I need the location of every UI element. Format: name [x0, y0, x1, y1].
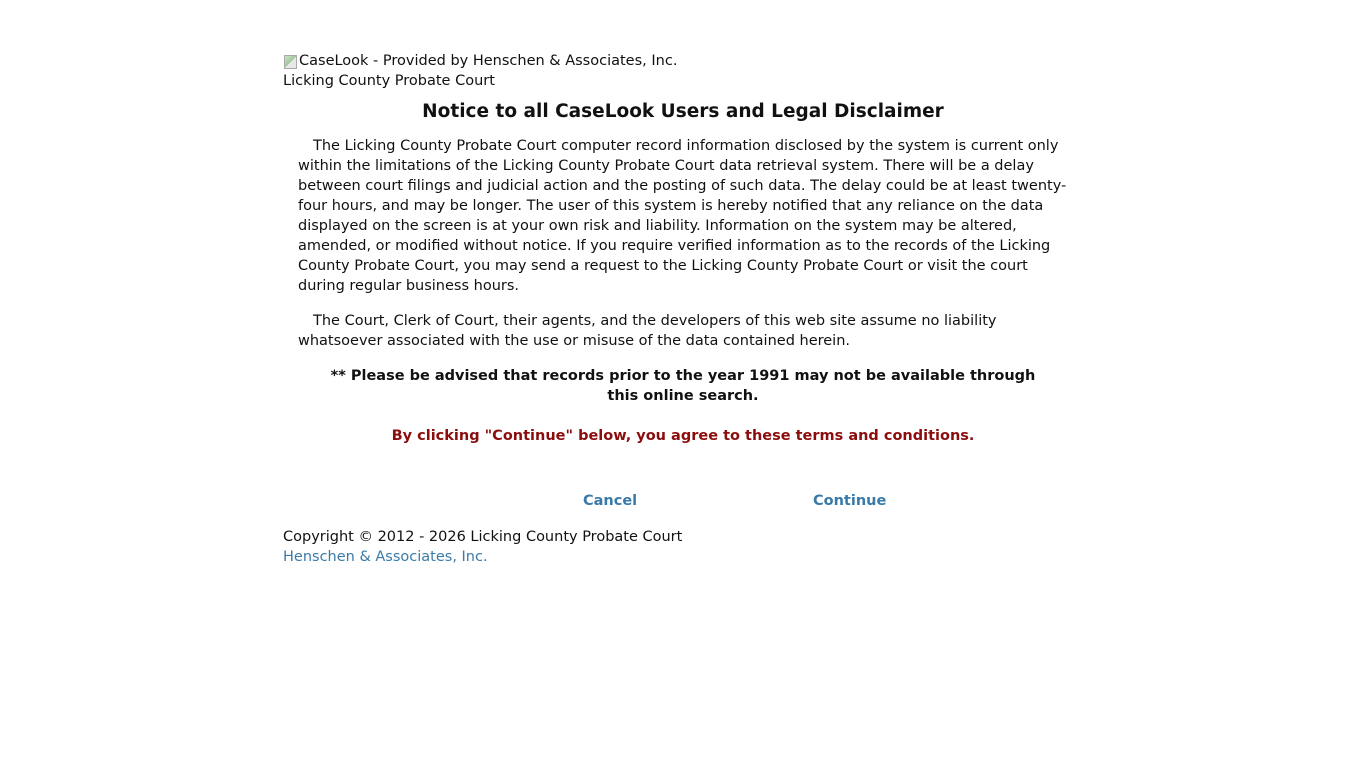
- broken-image-icon: [283, 53, 297, 69]
- cancel-button[interactable]: Cancel: [583, 493, 638, 509]
- terms-agreement-notice: By clicking "Continue" below, you agree to these terms and conditions.: [391, 428, 975, 444]
- page-container: [283, 52, 1083, 565]
- disclaimer-paragraph-1: The Licking County Probate Court computer record information disclosed by the system is current only within the limitations of the Licking County Probate Court data retrieval system. There will be a delay between court filings and judicial action and the posting of such data. The delay could be at least twenty-four hours, and may be longer. The user of this system is hereby notified that any reliance on the data displayed on the screen is at your own risk and liability. Information on the system may be altered, amended, or modified without notice. If you require verified information as to the records of the Licking County Probate Court, you may send a request to the Licking County Probate Court or visit the court during regular business hours.: [298, 138, 1067, 294]
- action-links: [283, 491, 1083, 511]
- caselook-logo: [283, 52, 1083, 70]
- court-name: Licking County Probate Court: [283, 73, 495, 89]
- records-advisory-text: ** Please be advised that records prior to the year 1991 may not be available through this online search.: [330, 368, 1036, 404]
- continue-button[interactable]: Continue: [813, 493, 887, 509]
- records-advisory: [283, 366, 1083, 406]
- disclaimer-body: [298, 136, 1068, 351]
- page-title: Notice to all CaseLook Users and Legal Disclaimer: [422, 101, 944, 122]
- disclaimer-paragraph-2: The Court, Clerk of Court, their agents, and the developers of this web site assume no liability whatsoever associated with the use or misuse of the data contained herein.: [298, 313, 997, 349]
- vendor-link[interactable]: Henschen & Associates, Inc.: [283, 549, 488, 565]
- logo-alt-text: CaseLook - Provided by Henschen & Associates, Inc.: [299, 53, 678, 69]
- copyright-text: Copyright © 2012 - 2026 Licking County Probate Court: [283, 529, 683, 545]
